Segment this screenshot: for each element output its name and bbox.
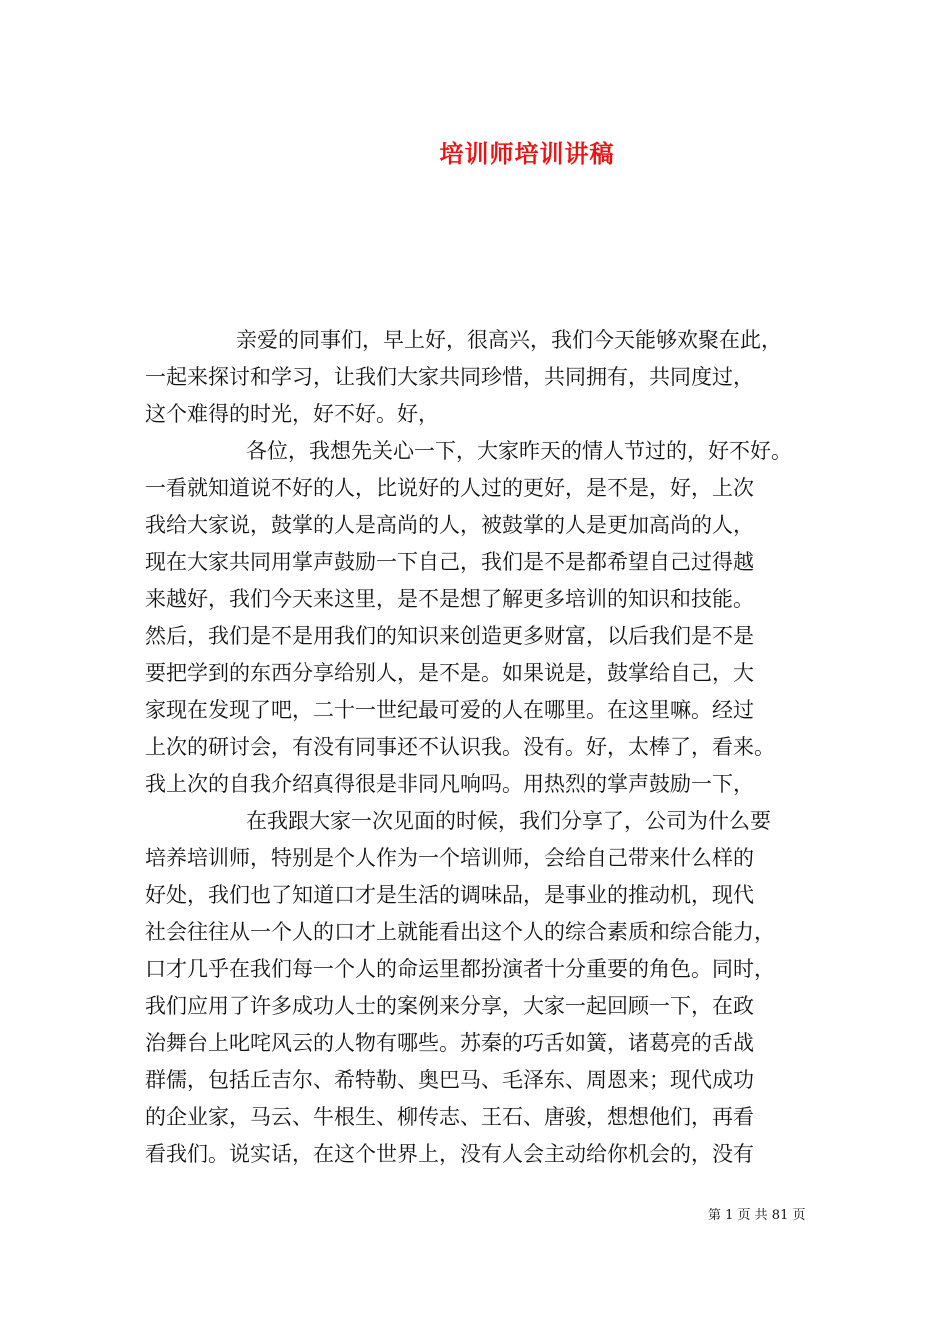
text-line: 培养培训师，特别是个人作为一个培训师，会给自己带来什么样的 — [145, 846, 754, 870]
text-line: 这个难得的时光，好不好。好， — [145, 402, 439, 426]
text-line: 现在大家共同用掌声鼓励一下自己，我们是不是都希望自己过得越 — [145, 550, 754, 574]
text-line: 家现在发现了吧，二十一世纪最可爱的人在哪里。在这里嘛。经过 — [145, 698, 754, 722]
text-line: 的企业家，马云、牛根生、柳传志、王石、唐骏，想想他们，再看 — [145, 1105, 754, 1129]
text-line: 一看就知道说不好的人，比说好的人过的更好，是不是，好，上次 — [145, 476, 754, 500]
document-title: 培训师培训讲稿 — [439, 139, 615, 168]
text-line: 口才几乎在我们每一个人的命运里都扮演者十分重要的角色。同时， — [145, 957, 775, 981]
text-line: 我们应用了许多成功人士的案例来分享，大家一起回顾一下，在政 — [145, 994, 754, 1018]
text-line: 我上次的自我介绍真得很是非同凡响吗。用热烈的掌声鼓励一下， — [145, 772, 754, 796]
text-line: 社会往往从一个人的口才上就能看出这个人的综合素质和综合能力， — [145, 920, 775, 944]
text-line: 亲爱的同事们，早上好，很高兴，我们今天能够欢聚在此， — [236, 328, 782, 352]
text-line: 要把学到的东西分享给别人，是不是。如果说是，鼓掌给自己，大 — [145, 661, 754, 685]
text-line: 在我跟大家一次见面的时候，我们分享了，公司为什么要 — [246, 809, 771, 833]
text-line: 群儒，包括丘吉尔、希特勒、奥巴马、毛泽东、周恩来；现代成功 — [145, 1068, 754, 1092]
page-number-footer: 第 1 页 共 81 页 — [708, 1208, 806, 1223]
text-line: 上次的研讨会，有没有同事还不认识我。没有。好，太棒了，看来。 — [145, 735, 775, 759]
text-line: 看我们。说实话，在这个世界上，没有人会主动给你机会的，没有 — [145, 1142, 754, 1166]
text-line: 治舞台上叱咤风云的人物有哪些。苏秦的巧舌如簧，诸葛亮的舌战 — [145, 1031, 754, 1055]
text-line: 来越好，我们今天来这里，是不是想了解更多培训的知识和技能。 — [145, 587, 754, 611]
text-line: 我给大家说，鼓掌的人是高尚的人，被鼓掌的人是更加高尚的人， — [145, 513, 754, 537]
text-line: 各位，我想先关心一下，大家昨天的情人节过的，好不好。 — [246, 439, 792, 463]
text-line: 一起来探讨和学习，让我们大家共同珍惜，共同拥有，共同度过， — [145, 365, 754, 389]
text-line: 然后，我们是不是用我们的知识来创造更多财富，以后我们是不是 — [145, 624, 754, 648]
text-line: 好处，我们也了知道口才是生活的调味品，是事业的推动机，现代 — [145, 883, 754, 907]
